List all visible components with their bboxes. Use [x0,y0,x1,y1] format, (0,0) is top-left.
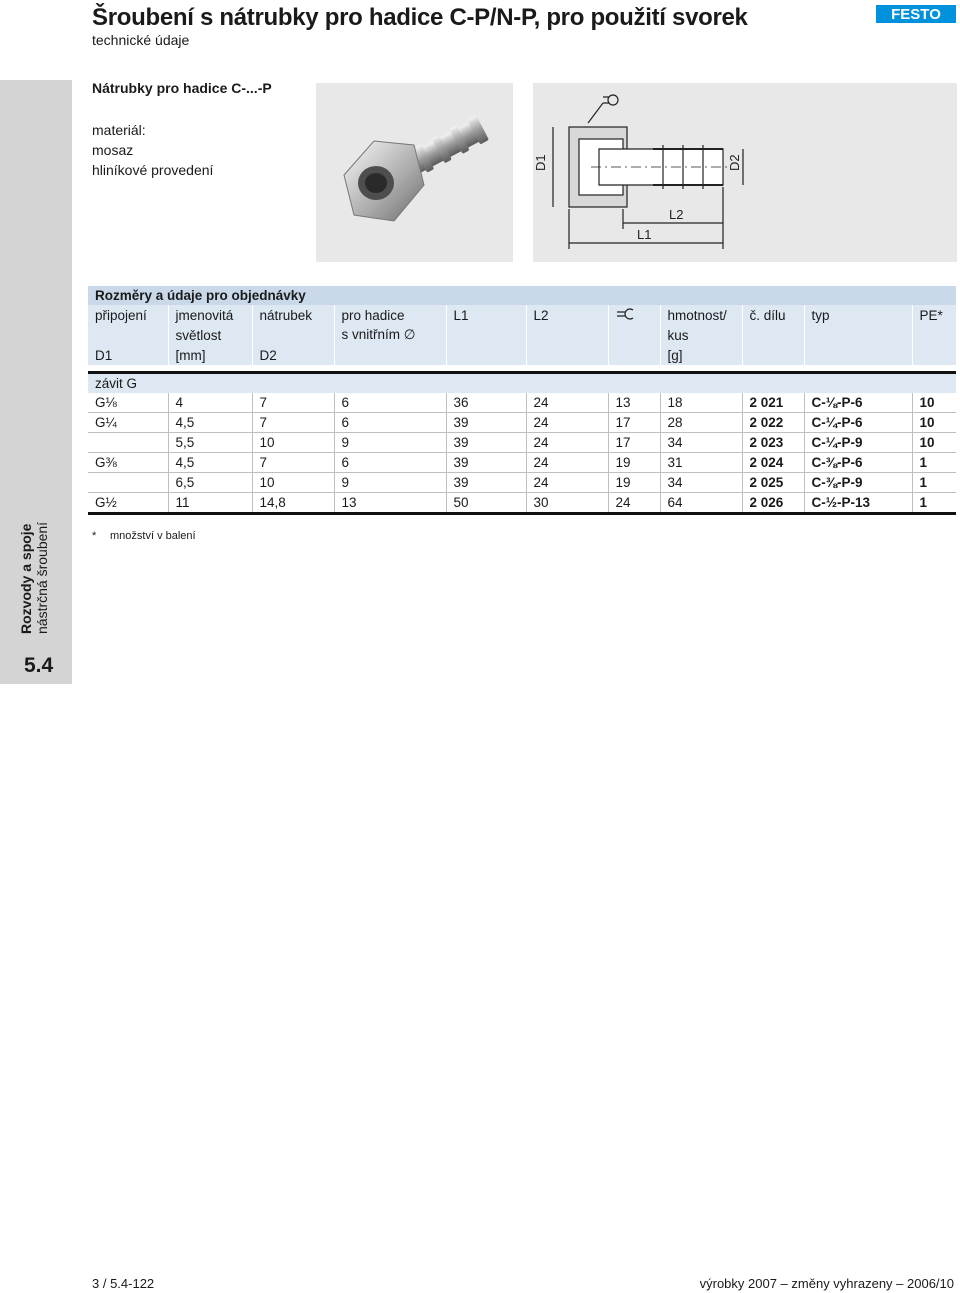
header-cell [742,345,804,365]
table-cell: 24 [526,413,608,433]
table-cell: 50 [446,493,526,514]
header-cell [446,325,526,345]
footnote [92,530,196,542]
table-cell: 39 [446,473,526,493]
footnote-text: množství v balení [110,530,196,542]
table-cell: 4,5 [168,413,252,433]
table-cell: 2 026 [742,493,804,514]
table-cell: 39 [446,433,526,453]
table-cell: C-⅜-P-9 [804,473,912,493]
d1-label: D1 [533,154,548,171]
d2-label: D2 [727,154,742,171]
header-cell: L1 [446,305,526,325]
header-cell: jmenovitá [168,305,252,325]
table-group-row [88,373,956,394]
header-cell [526,325,608,345]
l1-label: L1 [637,227,652,242]
table-header-row [88,305,956,325]
table-cell: 10 [252,473,334,493]
table-header-row [88,345,956,365]
header-cell [608,345,660,365]
table-cell: C-⅜-P-6 [804,453,912,473]
header-cell: připojení [88,305,168,325]
table-cell: 1 [912,473,956,493]
spanner-icon [616,308,638,320]
table-cell: 7 [252,393,334,413]
order-table [88,286,956,515]
header-cell: D2 [252,345,334,365]
header-cell: kus [660,325,742,345]
table-cell: 17 [608,433,660,453]
table-cell: 30 [526,493,608,514]
table-cell: 14,8 [252,493,334,514]
table-cell: 2 021 [742,393,804,413]
table-cell: 24 [526,433,608,453]
header-cell: světlost [168,325,252,345]
table-cell: 10 [252,433,334,453]
header-cell [252,325,334,345]
material-value: mosaz [92,142,134,158]
header-cell: [mm] [168,345,252,365]
table-row [88,453,956,473]
table-cell: G⅛ [88,393,168,413]
header-cell [608,325,660,345]
header-cell [742,325,804,345]
table-cell: 17 [608,413,660,433]
table-cell: C-¼-P-6 [804,413,912,433]
table-cell: 2 023 [742,433,804,453]
header-cell: PE* [912,305,956,325]
table-cell: 34 [660,473,742,493]
header-cell [446,345,526,365]
footnote-star: * [92,530,97,542]
header-cell [88,325,168,345]
header-cell: č. dílu [742,305,804,325]
table-cell: 39 [446,413,526,433]
product-photo [316,83,513,262]
table-cell: 6,5 [168,473,252,493]
table-cell: C-⅛-P-6 [804,393,912,413]
l2-label: L2 [669,207,684,222]
material-variant: hliníkové provedení [92,162,214,178]
header-cell: hmotnost/ [660,305,742,325]
table-cell [88,433,168,453]
table-cell: C-½-P-13 [804,493,912,514]
table-cell: 24 [526,473,608,493]
page-number: 3 / 5.4-122 [92,1276,155,1291]
header-cell [912,325,956,345]
table-cell: 24 [608,493,660,514]
technical-drawing [533,83,957,262]
table-cell: G⅜ [88,453,168,473]
table-cell: 39 [446,453,526,473]
table-cell: 24 [526,393,608,413]
table-cell: G¼ [88,413,168,433]
header-cell: nátrubek [252,305,334,325]
material-info [92,120,213,180]
logo-text: FESTO [891,6,941,23]
table-cell: 13 [334,493,446,514]
table-cell: 2 025 [742,473,804,493]
header-cell: typ [804,305,912,325]
table-row [88,493,956,514]
table-cell: C-¼-P-9 [804,433,912,453]
header-cell [804,325,912,345]
table-cell: 7 [252,413,334,433]
table-cell: 2 024 [742,453,804,473]
table-cell: 24 [526,453,608,473]
table-cell: 9 [334,433,446,453]
group-label: závit G [88,373,956,394]
table-cell: 10 [912,413,956,433]
table-cell: 1 [912,493,956,514]
page-subtitle: technické údaje [92,32,190,48]
table-cell: 19 [608,473,660,493]
page-title: Šroubení s nátrubky pro hadice C-P/N-P, pro použití svorek [92,4,748,31]
header-cell: D1 [88,345,168,365]
table-cell: 11 [168,493,252,514]
sidebar-chapter-subtitle: nástrčná šroubení [34,521,50,634]
table-cell: 6 [334,393,446,413]
table-cell: 10 [912,433,956,453]
table-cell: 28 [660,413,742,433]
table-cell: 1 [912,453,956,473]
table-row [88,473,956,493]
table-cell: 10 [912,393,956,413]
sidebar-chapter-title: Rozvody a spoje [18,523,34,634]
table-cell: 6 [334,413,446,433]
table-cell: 2 022 [742,413,804,433]
material-label: materiál: [92,122,146,138]
table-cell: 7 [252,453,334,473]
header-cell [912,345,956,365]
header-cell: [g] [660,345,742,365]
table-cell: G½ [88,493,168,514]
sidebar-vertical-text [18,522,50,634]
table-cell: 4,5 [168,453,252,473]
header-cell: pro hadice [334,305,446,325]
header-cell [334,345,446,365]
table-cell: 31 [660,453,742,473]
header-cell: s vnitřním ∅ [334,325,446,345]
table-cell: 64 [660,493,742,514]
table-row [88,413,956,433]
footer-notice: výrobky 2007 – změny vyhrazeny – 2006/10 [699,1276,954,1291]
table-cell: 4 [168,393,252,413]
section-heading: Nátrubky pro hadice C-...-P [92,80,272,96]
table-cell: 19 [608,453,660,473]
table-cell: 5,5 [168,433,252,453]
table-body [88,393,956,514]
festo-logo [876,3,956,25]
section-number: 5.4 [24,654,54,677]
table-cell: 9 [334,473,446,493]
table-caption: Rozměry a údaje pro objednávky [88,286,956,305]
table-cell: 13 [608,393,660,413]
header-cell: L2 [526,305,608,325]
table-row [88,393,956,413]
header-cell [804,345,912,365]
table-cell: 34 [660,433,742,453]
table-cell: 36 [446,393,526,413]
header-cell [526,345,608,365]
table-separator [88,365,956,373]
table-cell: 18 [660,393,742,413]
table-caption-row [88,286,956,305]
table-row [88,433,956,453]
table-cell: 6 [334,453,446,473]
table-header-row [88,325,956,345]
table-cell [88,473,168,493]
header-cell [608,305,660,325]
